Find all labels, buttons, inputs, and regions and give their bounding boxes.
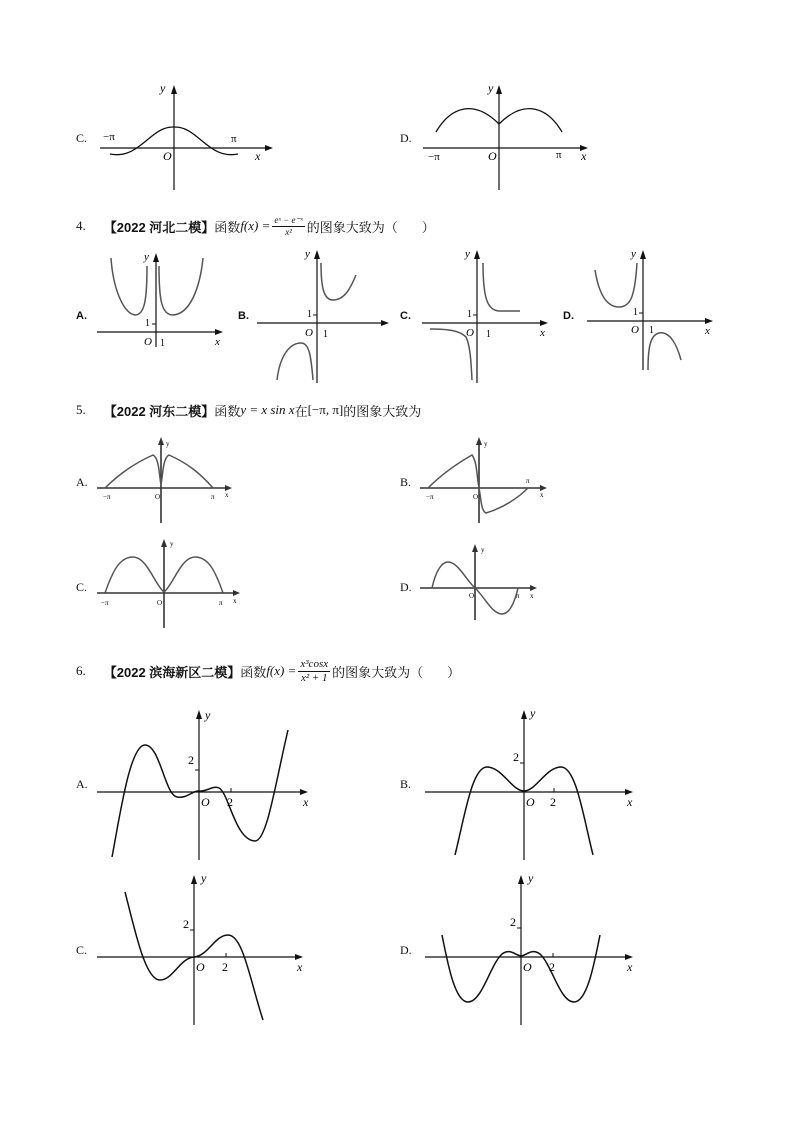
tick-label: −π xyxy=(426,493,434,501)
q6-option-a-graph[interactable] xyxy=(95,705,320,865)
tick-label: π xyxy=(231,133,237,145)
origin-label: O xyxy=(201,795,210,809)
q4-option-c-graph[interactable] xyxy=(420,245,555,385)
q4-option-a-label[interactable]: A. xyxy=(76,310,87,322)
x-axis-label: x xyxy=(225,491,229,499)
x-axis-label: x xyxy=(627,960,633,974)
q4-option-b-label[interactable]: B. xyxy=(238,310,249,322)
question-close: ） xyxy=(421,219,435,235)
tick-label: 1 xyxy=(649,325,654,336)
tick-label: 2 xyxy=(183,917,189,931)
q6-option-a-label[interactable]: A. xyxy=(76,777,88,791)
question-tag: 【2022 滨海新区二模】 xyxy=(103,664,241,680)
q5-option-b-graph[interactable] xyxy=(418,433,553,525)
question-tag: 【2022 河东二模】 xyxy=(103,403,215,419)
y-axis-label: y xyxy=(465,248,470,260)
question-text: 函数 xyxy=(214,403,241,419)
question-text: 的图象大致为（ xyxy=(332,664,424,680)
tick-label: −π xyxy=(103,493,111,501)
tick-label: −π xyxy=(428,151,440,163)
origin-label: O xyxy=(196,960,205,974)
origin-label: O xyxy=(155,493,161,501)
y-axis-label: y xyxy=(144,251,149,263)
q5-option-a-label[interactable]: A. xyxy=(76,475,88,489)
function-expr: y = x sin x xyxy=(240,402,295,417)
tick-label: 2 xyxy=(510,915,516,929)
origin-label: O xyxy=(523,960,532,974)
tick-label: −π xyxy=(101,599,109,607)
q4-option-d-graph[interactable] xyxy=(585,245,720,375)
tick-label: 2 xyxy=(513,750,519,764)
tick-label: π xyxy=(556,149,562,161)
origin-label: O xyxy=(631,324,639,336)
x-axis-label: x xyxy=(255,149,261,163)
fraction-denominator: x² xyxy=(285,226,292,237)
x-axis-label: x xyxy=(581,149,587,163)
y-axis-label: y xyxy=(488,81,494,95)
y-axis-label: y xyxy=(484,440,488,448)
origin-label: O xyxy=(488,149,497,163)
function-lhs: f(x) = xyxy=(266,663,297,678)
y-axis-label: y xyxy=(528,871,534,885)
origin-label: O xyxy=(305,327,313,339)
y-axis-label: y xyxy=(530,706,536,720)
q5-option-a-graph[interactable] xyxy=(95,433,235,525)
origin-label: O xyxy=(473,493,479,501)
question-number: 4. xyxy=(76,218,86,233)
tick-label: 2 xyxy=(227,795,233,809)
question-close: ） xyxy=(447,664,461,680)
q3-option-d-label[interactable]: D. xyxy=(400,131,412,145)
fraction-numerator: eˣ − e⁻ˣ xyxy=(274,214,303,225)
function-fraction xyxy=(298,658,330,685)
tick-label: π xyxy=(219,599,223,607)
tick-label: 2 xyxy=(550,795,556,809)
origin-label: O xyxy=(144,336,152,348)
q3-option-d-graph[interactable] xyxy=(418,80,598,195)
tick-label: 1 xyxy=(323,329,328,340)
q5-option-c-graph[interactable] xyxy=(95,535,245,630)
y-axis-label: y xyxy=(166,440,170,448)
q5-option-c-label[interactable]: C. xyxy=(76,580,88,594)
function-lhs: f(x) = xyxy=(240,218,271,233)
question-text: 的图象大致为（ xyxy=(306,219,398,235)
tick-label: −π xyxy=(103,131,115,143)
q4-question xyxy=(76,213,435,239)
fraction-numerator: x³cosx xyxy=(300,657,329,670)
tick-label: π xyxy=(211,493,215,501)
x-axis-label: x xyxy=(297,960,303,974)
question-text: 在 xyxy=(294,403,308,419)
origin-label: O xyxy=(469,592,475,600)
tick-label: 1 xyxy=(307,309,312,320)
x-axis-label: x xyxy=(540,327,545,339)
x-axis-label: x xyxy=(627,795,633,809)
tick-label: 2 xyxy=(549,960,555,974)
tick-label: 1 xyxy=(633,307,638,318)
y-axis-label: y xyxy=(305,248,310,260)
y-axis-label: y xyxy=(481,546,485,554)
interval: [−π, π] xyxy=(307,402,344,417)
y-axis-label: y xyxy=(201,871,207,885)
x-axis-label: x xyxy=(233,597,237,605)
y-axis-label: y xyxy=(160,81,166,95)
q4-option-a-graph[interactable] xyxy=(95,248,230,348)
q6-option-b-label[interactable]: B. xyxy=(400,777,412,791)
q6-option-d-graph[interactable] xyxy=(420,870,645,1030)
question-number: 5. xyxy=(76,402,86,417)
question-tag: 【2022 河北二模】 xyxy=(103,219,215,235)
q6-option-c-label[interactable]: C. xyxy=(76,943,88,957)
q5-option-b-label[interactable]: B. xyxy=(400,475,412,489)
fraction-denominator: x² + 1 xyxy=(300,671,328,684)
q4-option-b-graph[interactable] xyxy=(255,245,395,385)
tick-label: 2 xyxy=(188,753,194,767)
q6-question xyxy=(76,655,460,687)
origin-label: O xyxy=(466,327,474,339)
y-axis-label: y xyxy=(631,248,636,260)
x-axis-label: x xyxy=(303,795,309,809)
question-text: 函数 xyxy=(240,664,267,680)
tick-label: π xyxy=(526,477,530,485)
y-axis-label: y xyxy=(170,540,174,548)
q5-option-d-label[interactable]: D. xyxy=(400,580,412,594)
x-axis-label: x xyxy=(215,336,220,348)
origin-label: O xyxy=(163,149,172,163)
origin-label: O xyxy=(157,599,163,607)
q4-option-c-label[interactable]: C. xyxy=(400,310,411,322)
question-number: 6. xyxy=(76,663,86,678)
x-axis-label: x xyxy=(540,491,544,499)
function-fraction xyxy=(272,215,304,238)
x-axis-label: x xyxy=(705,325,710,337)
question-text: 函数 xyxy=(214,219,241,235)
q6-option-d-label[interactable]: D. xyxy=(400,943,412,957)
tick-label: 1 xyxy=(145,318,150,329)
q6-option-b-graph[interactable] xyxy=(420,705,645,865)
q5-option-d-graph[interactable] xyxy=(418,540,543,625)
tick-label: 1 xyxy=(486,329,491,340)
q3-option-c-label[interactable]: C. xyxy=(76,131,88,145)
y-axis-label: y xyxy=(205,708,211,722)
tick-label: π xyxy=(516,592,520,600)
q5-question xyxy=(76,400,421,420)
tick-label: 2 xyxy=(222,960,228,974)
q4-option-d-label[interactable]: D. xyxy=(563,310,574,322)
tick-label: 1 xyxy=(467,309,472,320)
tick-label: 1 xyxy=(160,338,165,348)
q3-option-c-graph[interactable] xyxy=(95,80,285,195)
x-axis-label: x xyxy=(530,592,534,600)
q6-option-c-graph[interactable] xyxy=(95,870,320,1030)
question-text: 的图象大致为 xyxy=(343,403,422,419)
origin-label: O xyxy=(526,795,535,809)
